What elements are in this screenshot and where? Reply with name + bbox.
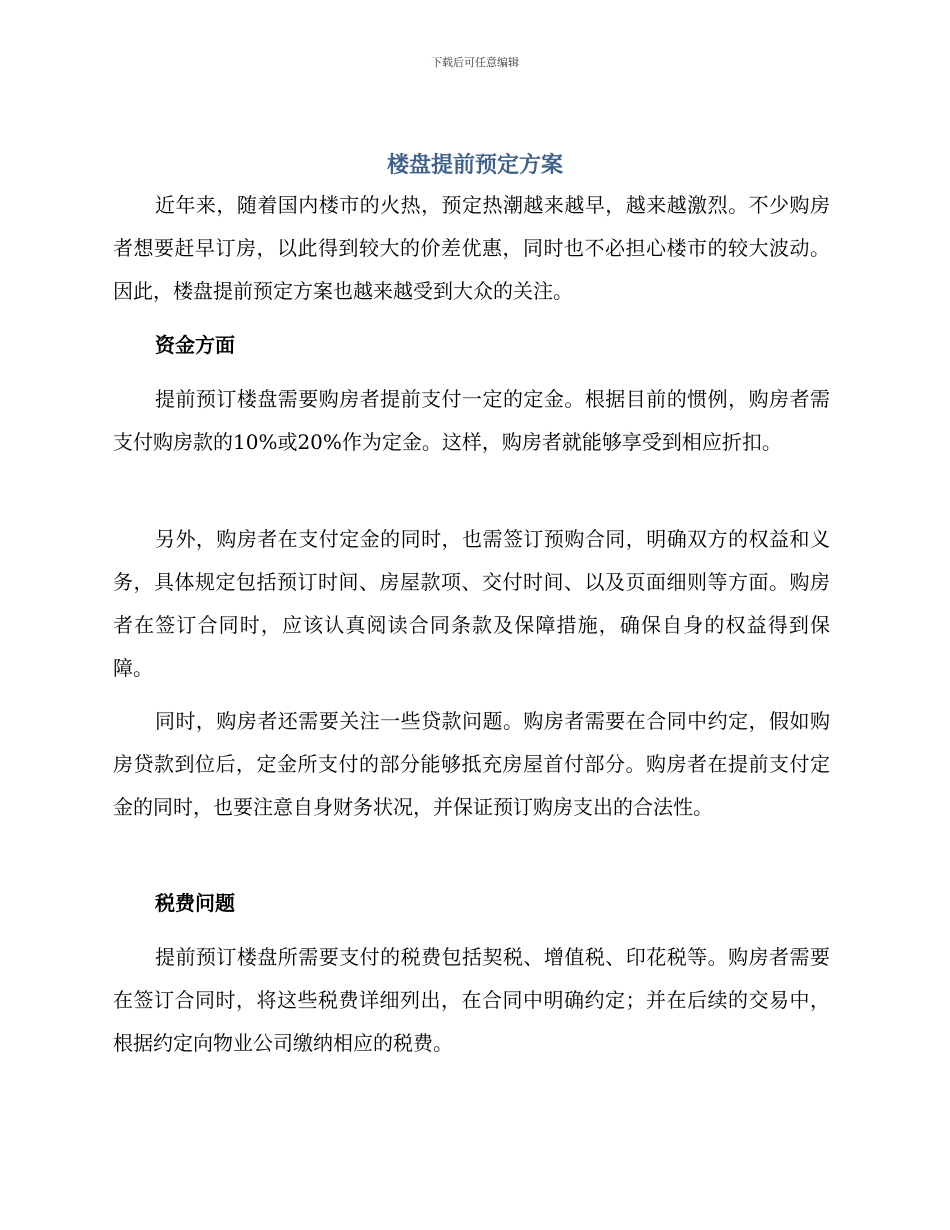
paragraph: 另外，购房者在支付定金的同时，也需签订预购合同，明确双方的权益和义务，具体规定包括预订时间、房屋款项、交付时间、以及页面细则等方面。购房者在签订合同时，应该认真阅读合同条款及保障措施，确保自身的权益得到保障。 xyxy=(113,527,830,680)
intro-paragraph: 近年来，随着国内楼市的火热，预定热潮越来越早，越来越激烈。不少购房者想要赶早订房，以此得到较大的价差优惠，同时也不必担心楼市的较大波动。因此，楼盘提前预定方案也越来越受到大众的关注。 xyxy=(113,193,830,303)
section-funds xyxy=(113,324,830,367)
section-tax xyxy=(113,882,830,925)
paragraph: 提前预订楼盘所需要支付的税费包括契税、增值税、印花税等。购房者需要在签订合同时，将这些税费详细列出，在合同中明确约定；并在后续的交易中，根据约定向物业公司缴纳相应的税费。 xyxy=(113,945,830,1055)
header-note: 下载后可任意编辑 xyxy=(431,56,519,69)
paragraph: 提前预订楼盘需要购房者提前支付一定的定金。根据目前的惯例，购房者需支付购房款的10%或20%作为定金。这样，购房者就能够享受到相应折扣。 xyxy=(113,387,830,454)
intro-block xyxy=(113,184,830,313)
section-funds-paragraph-3 xyxy=(113,700,830,829)
section-funds-paragraph-1 xyxy=(113,378,830,464)
section-tax-paragraph-1 xyxy=(113,936,830,1065)
section-funds-paragraph-2 xyxy=(113,518,830,690)
section-heading: 税费问题 xyxy=(155,891,235,915)
paragraph: 同时，购房者还需要关注一些贷款问题。购房者需要在合同中约定，假如购房贷款到位后，定金所支付的部分能够抵充房屋首付部分。购房者在提前支付定金的同时，也要注意自身财务状况，并保证预订购房支出的合法性。 xyxy=(113,709,830,819)
section-heading: 资金方面 xyxy=(155,333,235,357)
document-title: 楼盘提前预定方案 xyxy=(386,153,563,178)
